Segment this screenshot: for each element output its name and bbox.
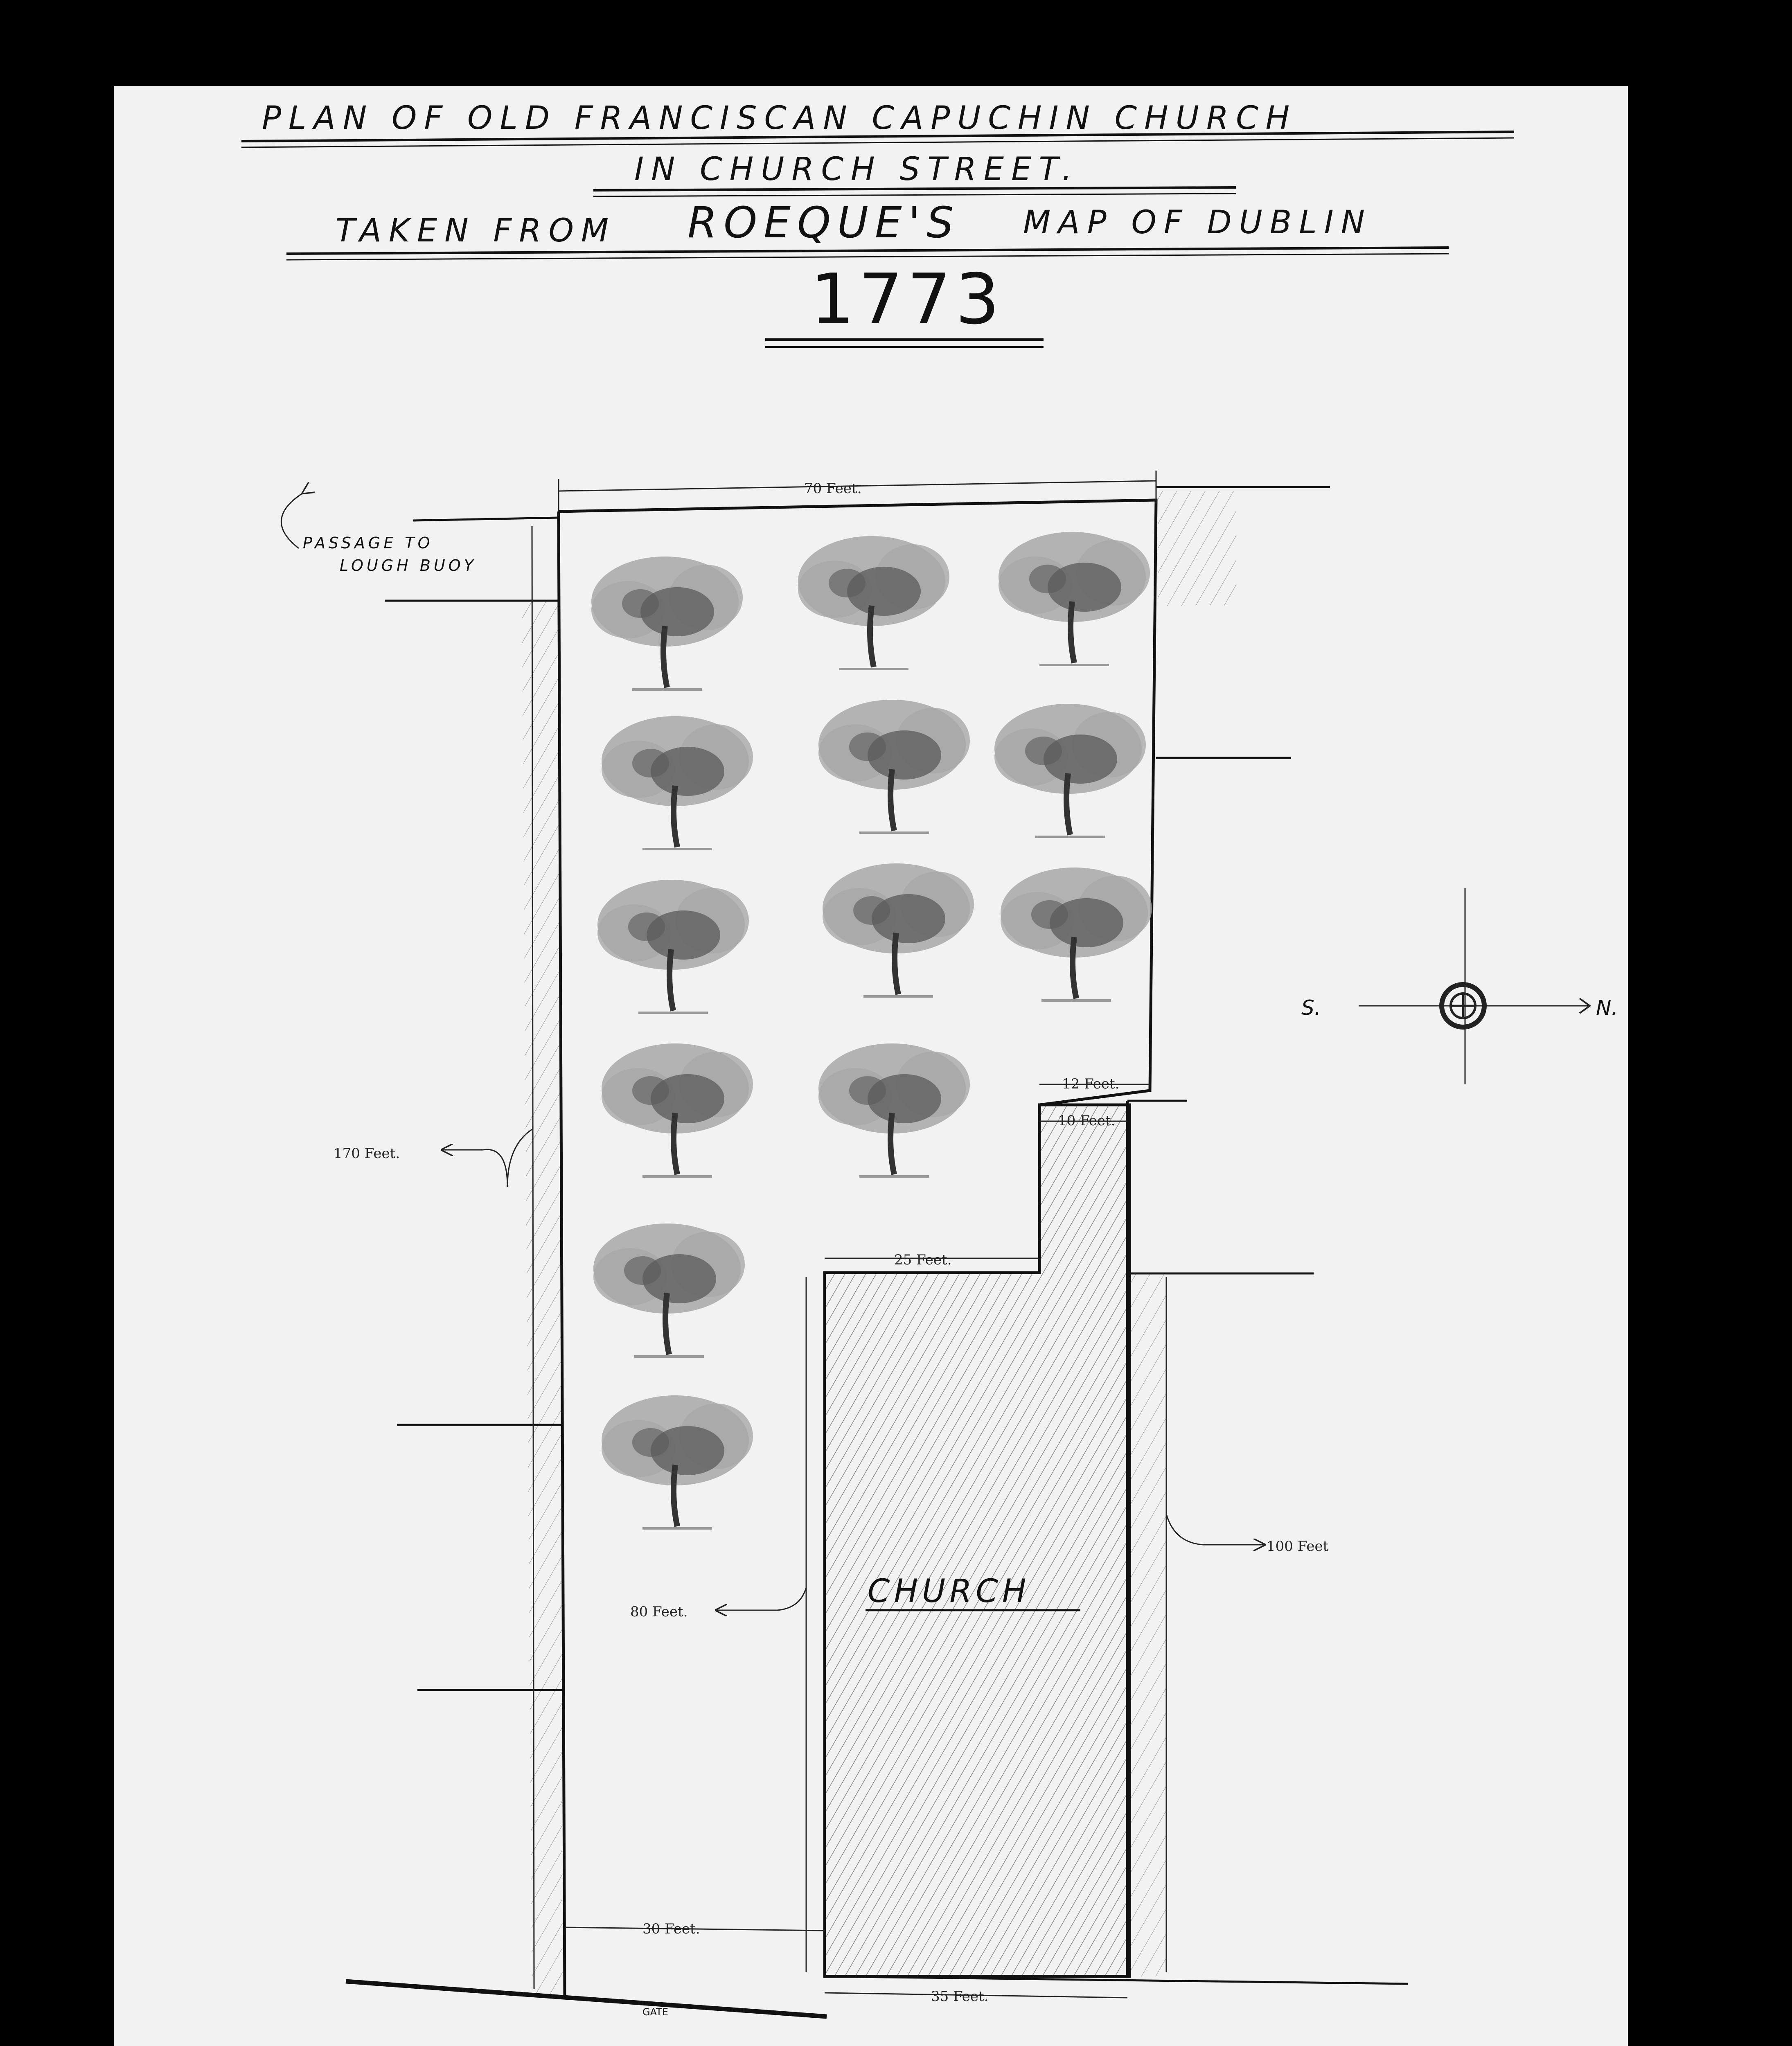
title-line-3-post: MAP OF DUBLIN (1023, 204, 1373, 241)
tree-icon (823, 863, 974, 996)
passage-label-line-1: PASSAGE TO (303, 534, 433, 552)
title-year: 1773 (810, 259, 1004, 340)
tree-icon (591, 557, 743, 690)
tree-icon (602, 1395, 753, 1528)
adjacent-property-hatch-lower-right (1127, 1273, 1166, 1976)
adjacent-property-hatch-top-right (1158, 491, 1236, 606)
church-building (825, 1105, 1129, 1976)
title-block (241, 100, 1514, 347)
dim-church-length: 100 Feet (1267, 1538, 1329, 1555)
title-line-2: IN CHURCH STREET. (634, 151, 1080, 188)
passage-label-line-2: LOUGH BUOY (340, 557, 477, 575)
tree-icon (597, 880, 749, 1013)
church-label: CHURCH (868, 1573, 1030, 1610)
tree-icon (994, 704, 1146, 837)
tree-icon (593, 1224, 745, 1356)
compass-rose (1359, 888, 1590, 1084)
dim-top-width: 70 Feet. (804, 480, 862, 497)
tree-icon (602, 1043, 753, 1176)
dim-bottom-yard: 30 Feet. (642, 1921, 700, 1937)
dim-left-length: 170 Feet. (334, 1145, 400, 1162)
gate-label: GATE (642, 2006, 668, 2018)
compass-south-label: S. (1301, 996, 1321, 1020)
dim-small-step: 10 Feet. (1058, 1113, 1116, 1129)
tree-icon (999, 532, 1150, 665)
dim-small-width: 12 Feet. (1062, 1076, 1120, 1092)
dim-church-front: 35 Feet. (931, 1988, 989, 2005)
tree-icon (818, 1043, 970, 1176)
tree-icon (818, 700, 970, 833)
dim-churchyard-length: 80 Feet. (630, 1604, 688, 1620)
dim-step-width: 25 Feet. (894, 1252, 952, 1268)
tree-icon (602, 716, 753, 849)
title-line-1: PLAN OF OLD FRANCISCAN CAPUCHIN CHURCH (262, 100, 1297, 137)
compass-north-label: N. (1596, 996, 1618, 1020)
adjacent-property-hatch-left (522, 601, 563, 1995)
title-line-3-pre: TAKEN FROM (336, 212, 616, 249)
title-map-name: ROEQUE'S (687, 198, 960, 248)
tree-icon (1001, 868, 1152, 1000)
tree-icon (798, 536, 949, 669)
